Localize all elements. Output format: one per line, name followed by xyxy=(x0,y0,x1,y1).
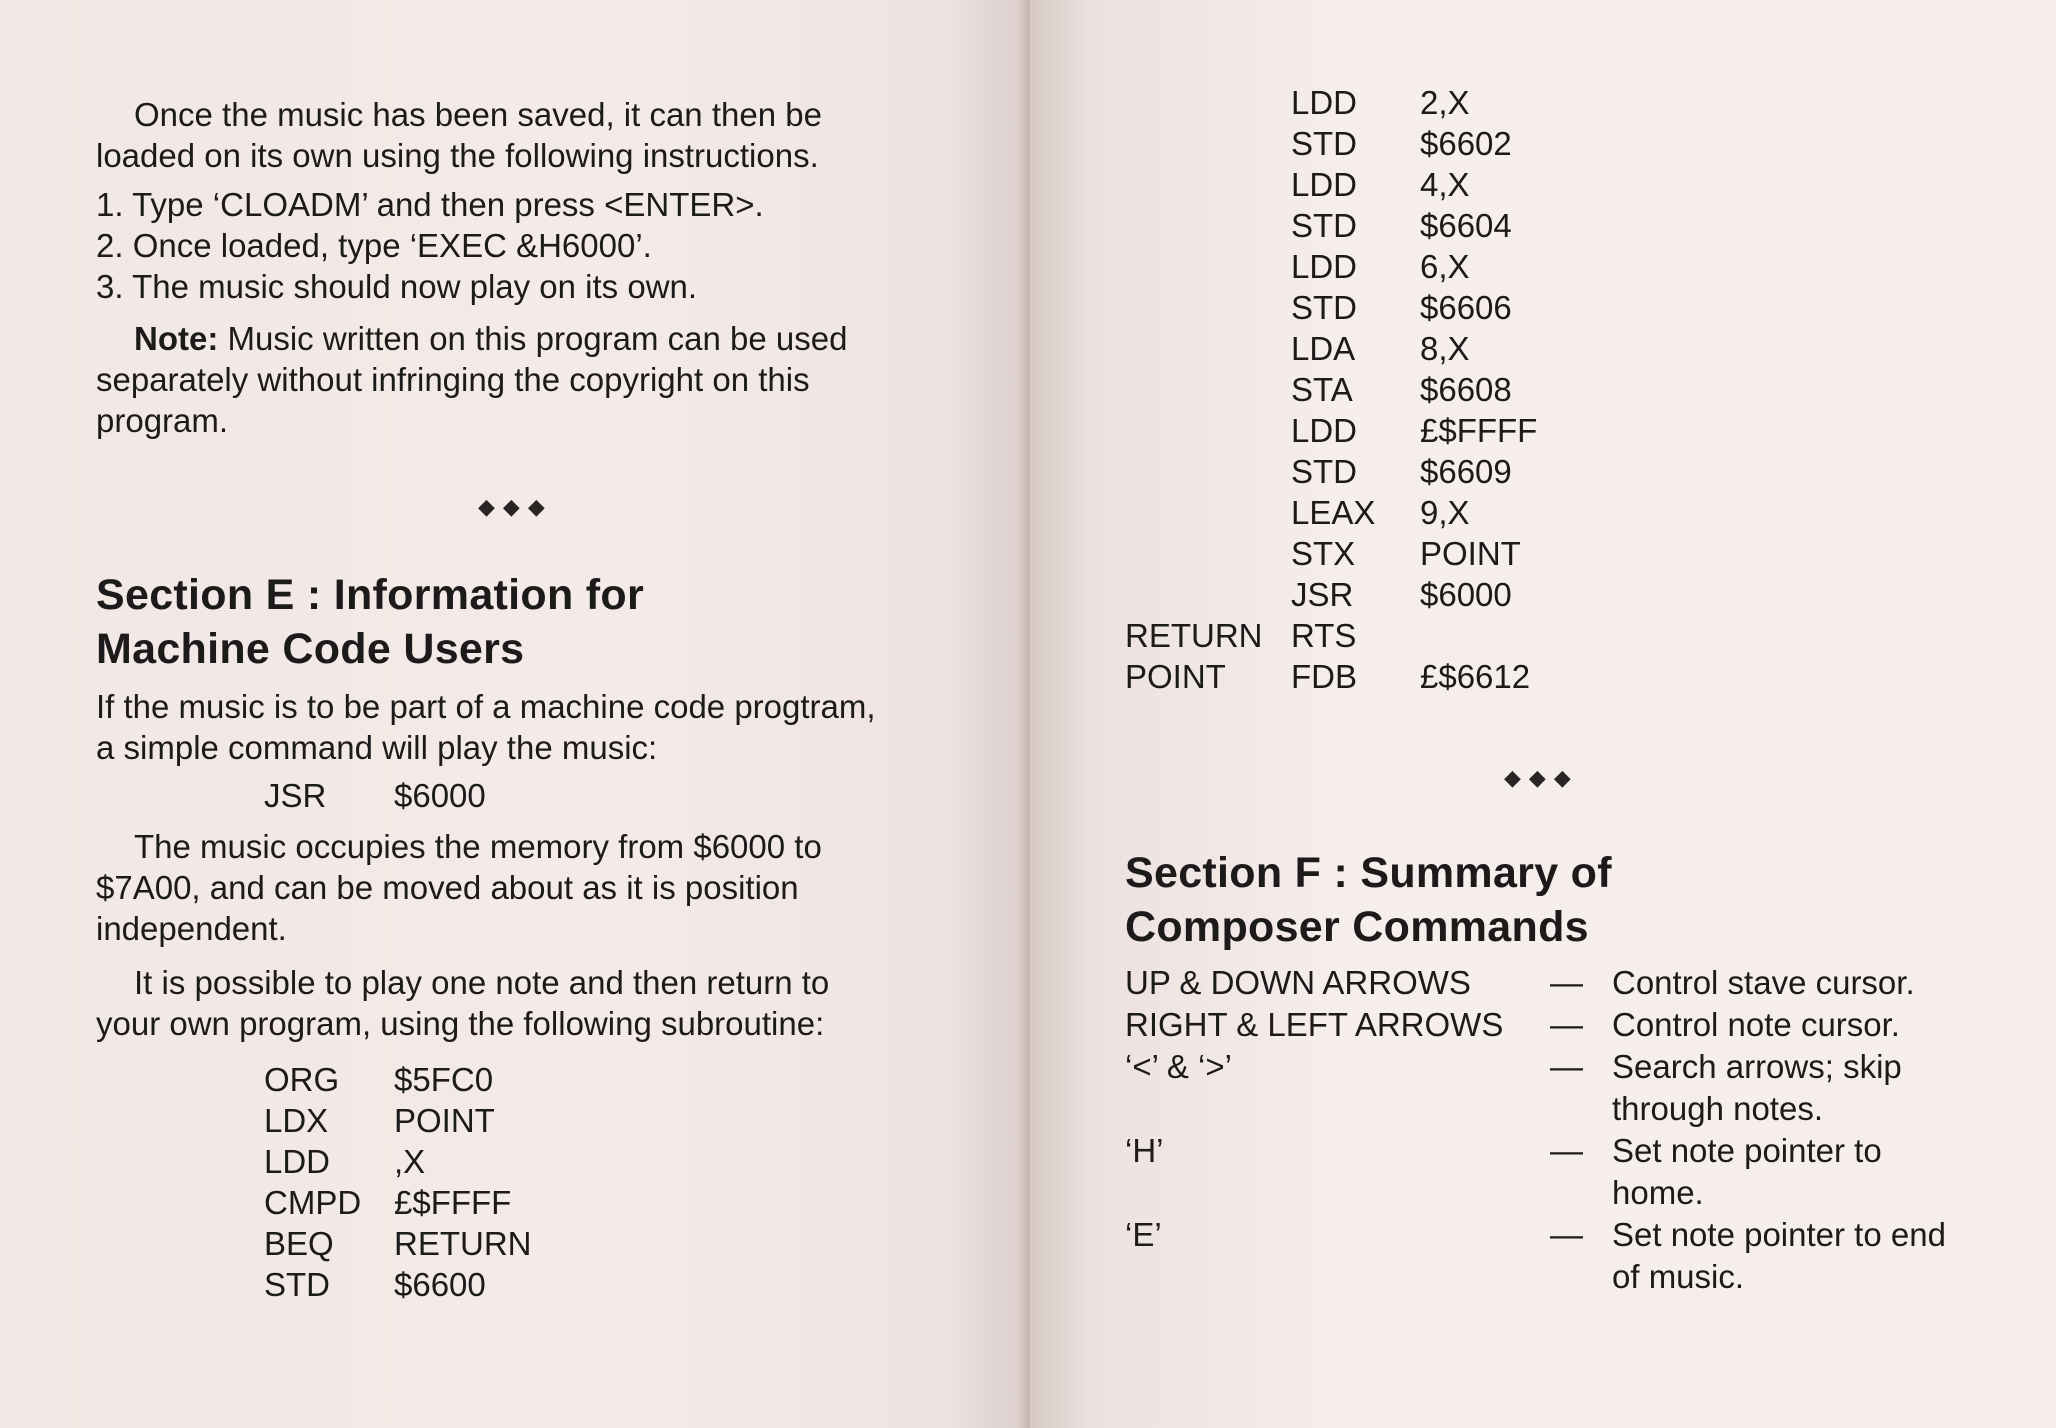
section-f-title-line-2: Composer Commands xyxy=(1125,903,1589,951)
step-1: 1. Type ‘CLOADM’ and then press <ENTER>. xyxy=(96,186,764,223)
command-key: ‘E’ xyxy=(1125,1216,1162,1253)
code-op: LDD xyxy=(1291,166,1358,203)
code-label: POINT xyxy=(1125,658,1226,695)
code-arg: $6609 xyxy=(1420,453,1512,490)
code-arg: RETURN xyxy=(394,1225,532,1262)
note-label: Note: xyxy=(134,320,219,357)
code-op: LDA xyxy=(1291,330,1356,367)
section-e-para2-line-3: independent. xyxy=(96,910,287,947)
intro-line-1: Once the music has been saved, it can then be xyxy=(134,96,822,133)
code-label: RETURN xyxy=(1125,617,1263,654)
code-op: CMPD xyxy=(264,1184,362,1221)
section-e-para1-line-2: a simple command will play the music: xyxy=(96,729,658,766)
code-op: STA xyxy=(1291,371,1353,408)
command-key: RIGHT & LEFT ARROWS xyxy=(1125,1006,1504,1043)
command-key: UP & DOWN ARROWS xyxy=(1125,964,1471,1001)
code-op: FDB xyxy=(1291,658,1357,695)
code-arg: POINT xyxy=(394,1102,495,1139)
intro-line-2: loaded on its own using the following instructions. xyxy=(96,137,819,174)
command-dash: — xyxy=(1550,1132,1583,1169)
code-arg: $6600 xyxy=(394,1266,486,1303)
code-op: LDX xyxy=(264,1102,329,1139)
section-e-para2-line-1: The music occupies the memory from $6000 to xyxy=(134,828,822,865)
code-arg: $6602 xyxy=(1420,125,1512,162)
code-arg: 8,X xyxy=(1420,330,1470,367)
command-dash: — xyxy=(1550,1216,1583,1253)
command-dash: — xyxy=(1550,1048,1583,1085)
code-arg: 4,X xyxy=(1420,166,1470,203)
right-page xyxy=(1030,0,2056,1428)
divider-ornament: ◆◆◆ xyxy=(478,494,553,519)
code-arg: POINT xyxy=(1420,535,1521,572)
command-dash: — xyxy=(1550,1006,1583,1043)
code-op: LDD xyxy=(264,1143,331,1180)
code-op: RTS xyxy=(1291,617,1357,654)
code-arg: ,X xyxy=(394,1143,426,1180)
command-description: Search arrows; skip through notes. xyxy=(1612,1048,1902,1127)
code-op: STD xyxy=(264,1266,330,1303)
code-op: JSR xyxy=(1291,576,1354,613)
code-arg: $6604 xyxy=(1420,207,1512,244)
code-op: LDD xyxy=(1291,84,1358,121)
command-dash: — xyxy=(1550,964,1583,1001)
command-description: Control note cursor. xyxy=(1612,1006,1900,1043)
section-e-para2-line-2: $7A00, and can be moved about as it is position xyxy=(96,869,799,906)
code-arg: $6608 xyxy=(1420,371,1512,408)
code-arg: £$FFFF xyxy=(1420,412,1538,449)
code-op: ORG xyxy=(264,1061,340,1098)
code-op: STD xyxy=(1291,207,1357,244)
code-op: STD xyxy=(1291,289,1357,326)
code-op: STX xyxy=(1291,535,1356,572)
code-arg: $6000 xyxy=(1420,576,1512,613)
note-first-line xyxy=(134,318,847,359)
code-op: LDD xyxy=(1291,248,1358,285)
command-description: Control stave cursor. xyxy=(1612,964,1915,1001)
command-key: ‘H’ xyxy=(1125,1132,1164,1169)
note-line-2: separately without infringing the copyright on this xyxy=(96,361,810,398)
command-description: Set note pointer to end of music. xyxy=(1612,1216,1946,1295)
section-e-title-line-2: Machine Code Users xyxy=(96,625,525,673)
code-op: BEQ xyxy=(264,1225,334,1262)
code-arg: $6606 xyxy=(1420,289,1512,326)
command-description: Set note pointer to home. xyxy=(1612,1132,1882,1211)
step-3: 3. The music should now play on its own. xyxy=(96,268,698,305)
section-e-title-line-1: Section E : Information for xyxy=(96,571,644,619)
section-e-para3-line-1: It is possible to play one note and then return to xyxy=(134,964,830,1001)
command-key: ‘<’ & ‘>’ xyxy=(1125,1048,1232,1085)
code-arg: £$FFFF xyxy=(394,1184,512,1221)
section-e-para3-line-2: your own program, using the following subroutine: xyxy=(96,1005,825,1042)
code-arg: $6000 xyxy=(394,777,486,814)
note-line-1: Music written on this program can be used xyxy=(218,320,848,357)
code-op: STD xyxy=(1291,125,1357,162)
divider-ornament: ◆◆◆ xyxy=(1504,765,1579,790)
code-op: JSR xyxy=(264,777,327,814)
code-op: LEAX xyxy=(1291,494,1376,531)
section-f-title-line-1: Section F : Summary of xyxy=(1125,849,1612,897)
note-line-3: program. xyxy=(96,402,229,439)
code-arg: 2,X xyxy=(1420,84,1470,121)
code-arg: £$6612 xyxy=(1420,658,1531,695)
code-arg: 9,X xyxy=(1420,494,1470,531)
code-op: LDD xyxy=(1291,412,1358,449)
code-op: STD xyxy=(1291,453,1357,490)
step-2: 2. Once loaded, type ‘EXEC &H6000’. xyxy=(96,227,652,264)
code-arg: $5FC0 xyxy=(394,1061,494,1098)
code-arg: 6,X xyxy=(1420,248,1470,285)
section-e-para1-line-1: If the music is to be part of a machine code progtram, xyxy=(96,688,876,725)
